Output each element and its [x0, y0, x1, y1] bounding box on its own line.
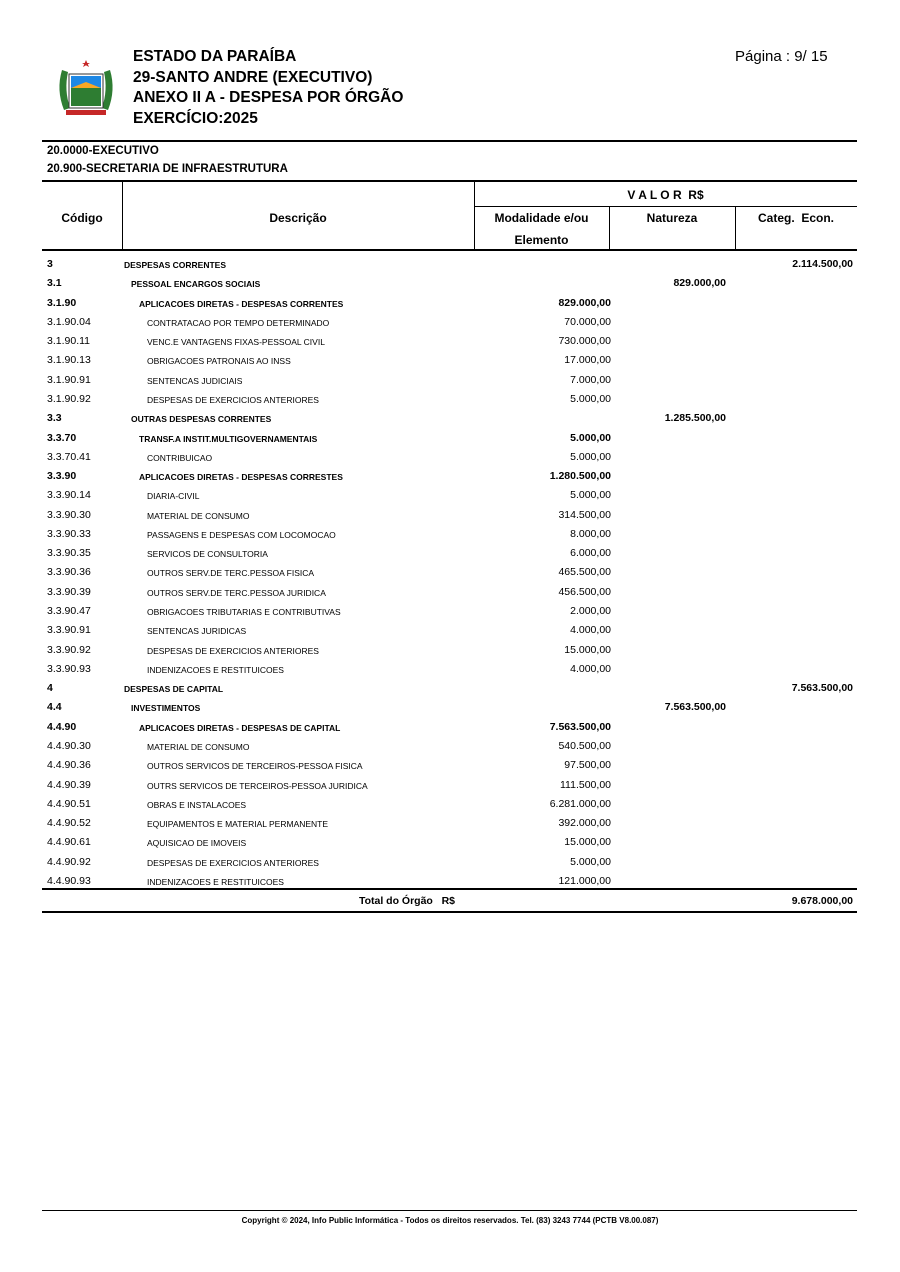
table-row	[42, 833, 857, 852]
row-code: 3.3.90.30	[47, 508, 91, 521]
fiscal-year: EXERCÍCIO:2025	[133, 109, 258, 127]
table-row	[42, 737, 857, 756]
row-code: 4.4.90.92	[47, 855, 91, 868]
row-value-mod: 465.500,00	[558, 566, 611, 579]
table-row	[42, 351, 857, 370]
row-description: SENTENCAS JUDICIAIS	[147, 375, 243, 386]
table-row	[42, 679, 857, 698]
row-value-mod: 5.000,00	[570, 489, 611, 502]
row-value-mod: 540.500,00	[558, 740, 611, 752]
row-description: OUTROS SERV.DE TERC.PESSOA FISICA	[147, 568, 315, 579]
row-value-mod: 97.500,00	[564, 759, 611, 772]
row-value-nat: 1.285.500,00	[664, 412, 726, 425]
row-code: 3.3.90.39	[47, 585, 91, 598]
annex-title: ANEXO II A - DESPESA POR ÓRGÃO	[133, 89, 404, 106]
row-value-nat: 7.563.500,00	[664, 701, 726, 714]
row-value-mod: 5.000,00	[570, 855, 611, 868]
row-value-mod: 6.281.000,00	[549, 797, 611, 810]
row-value-mod: 5.000,00	[570, 450, 611, 463]
total-label: Total do Órgão R$	[358, 895, 455, 907]
entity-name: 29-SANTO ANDRE (EXECUTIVO)	[133, 68, 373, 86]
row-description: CONTRATACAO POR TEMPO DETERMINADO	[147, 317, 330, 328]
divider	[42, 888, 857, 890]
row-code: 3.1.90.11	[47, 335, 91, 348]
row-code: 3.1.90.13	[47, 354, 91, 367]
table-row	[42, 853, 857, 872]
divider	[42, 1210, 857, 1211]
state-name: ESTADO DA PARAÍBA	[133, 48, 297, 65]
divider	[42, 140, 857, 142]
table-row	[42, 448, 857, 467]
row-value-mod: 15.000,00	[564, 836, 611, 849]
row-code: 3.3.90.93	[47, 662, 91, 675]
row-description: MATERIAL DE CONSUMO	[147, 510, 250, 521]
table-row	[42, 563, 857, 582]
table-row	[42, 274, 857, 293]
row-description: MATERIAL DE CONSUMO	[147, 742, 250, 752]
table-row	[42, 294, 857, 313]
row-value-mod: 392.000,00	[558, 817, 611, 830]
row-value-mod: 5.000,00	[570, 392, 611, 405]
row-value-cat: 7.563.500,00	[791, 682, 853, 695]
header-natureza: Natureza	[646, 211, 698, 225]
header-categ: Categ. Econ.	[757, 211, 834, 225]
table-row	[42, 332, 857, 351]
table-row	[42, 467, 857, 486]
row-description: DIARIA-CIVIL	[147, 491, 200, 502]
row-code: 3.3.90.35	[47, 547, 91, 560]
row-code: 3.3.90.36	[47, 566, 91, 579]
header-valor: V A L O R R$	[627, 188, 704, 202]
row-code: 4.4.90.36	[47, 759, 91, 772]
row-code: 3.3.90.33	[47, 527, 91, 540]
row-description: INDENIZACOES E RESTITUICOES	[147, 664, 284, 675]
table-row	[42, 776, 857, 795]
divider	[42, 249, 857, 251]
row-code: 3.3	[47, 412, 62, 425]
table-row	[42, 641, 857, 660]
table-row	[42, 525, 857, 544]
row-description: TRANSF.A INSTIT.MULTIGOVERNAMENTAIS	[139, 433, 318, 444]
row-code: 4.4.90.93	[47, 874, 91, 887]
header-elemento: Elemento	[514, 233, 569, 247]
row-description: INDENIZACOES E RESTITUICOES	[147, 876, 284, 887]
table-row	[42, 409, 857, 428]
row-code: 3.1.90.04	[47, 315, 91, 328]
row-value-nat: 829.000,00	[673, 277, 726, 290]
row-value-mod: 70.000,00	[564, 315, 611, 328]
row-description: PESSOAL ENCARGOS SOCIAIS	[131, 279, 261, 290]
copyright-footer: Copyright © 2024, Info Public Informática - Todos os direitos reservados. Tel. (83) 3243 7744 (PCTB V8.00.087)	[241, 1216, 659, 1225]
table-row	[42, 583, 857, 602]
row-value-mod: 730.000,00	[558, 335, 611, 348]
row-description: OBRAS E INSTALACOES	[147, 799, 247, 810]
row-code: 3.3.90.91	[47, 624, 91, 637]
table-row	[42, 698, 857, 717]
row-value-mod: 121.000,00	[558, 874, 611, 887]
row-code: 4	[47, 682, 53, 695]
row-code: 3.1	[47, 277, 62, 290]
row-description: CONTRIBUICAO	[147, 452, 213, 463]
row-description: DESPESAS DE EXERCICIOS ANTERIORES	[147, 857, 319, 868]
row-value-mod: 456.500,00	[558, 585, 611, 598]
row-description: APLICACOES DIRETAS - DESPESAS DE CAPITAL	[139, 722, 341, 733]
row-description: SERVICOS DE CONSULTORIA	[147, 549, 268, 560]
table-row	[42, 506, 857, 525]
row-value-mod: 7.563.500,00	[549, 720, 611, 733]
table-row	[42, 313, 857, 332]
row-code: 3.3.90.47	[47, 605, 91, 618]
row-value-mod: 1.280.500,00	[549, 470, 611, 483]
row-value-mod: 5.000,00	[570, 431, 611, 444]
table-row	[42, 429, 857, 448]
row-value-mod: 17.000,00	[564, 354, 611, 367]
row-code: 4.4.90.30	[47, 740, 91, 752]
row-code: 3.3.90.14	[47, 489, 91, 502]
report-title	[133, 47, 403, 129]
row-value-mod: 829.000,00	[558, 296, 611, 309]
row-value-mod: 4.000,00	[570, 624, 611, 637]
row-code: 3	[47, 258, 53, 270]
row-description: OBRIGACOES TRIBUTARIAS E CONTRIBUTIVAS	[147, 607, 341, 618]
row-value-mod: 15.000,00	[564, 643, 611, 656]
row-description: DESPESAS DE EXERCICIOS ANTERIORES	[147, 645, 319, 656]
header-descricao: Descrição	[269, 211, 327, 225]
coat-of-arms-logo	[56, 60, 116, 118]
table-row	[42, 660, 857, 679]
row-description: AQUISICAO DE IMOVEIS	[147, 838, 247, 849]
row-description: OUTROS SERV.DE TERC.PESSOA JURIDICA	[147, 587, 326, 598]
row-description: OBRIGACOES PATRONAIS AO INSS	[147, 356, 291, 367]
row-description: OUTRS SERVICOS DE TERCEIROS-PESSOA JURIDICA	[147, 780, 368, 791]
row-description: APLICACOES DIRETAS - DESPESAS CORRESTES	[139, 472, 343, 483]
row-value-mod: 111.500,00	[560, 778, 611, 791]
row-code: 3.1.90.92	[47, 392, 91, 405]
table-row	[42, 390, 857, 409]
row-description: EQUIPAMENTOS E MATERIAL PERMANENTE	[147, 819, 329, 830]
page-number: Página : 9/ 15	[735, 48, 828, 65]
divider	[42, 180, 857, 182]
table-row	[42, 255, 857, 274]
row-description: SENTENCAS JURIDICAS	[147, 626, 247, 637]
table-row	[42, 544, 857, 563]
table-row	[42, 602, 857, 621]
row-value-mod: 4.000,00	[570, 662, 611, 675]
row-code: 3.3.70	[47, 431, 77, 444]
row-value-mod: 6.000,00	[570, 547, 611, 560]
row-description: VENC.E VANTAGENS FIXAS-PESSOAL CIVIL	[147, 337, 325, 348]
table-row	[42, 795, 857, 814]
table-row	[42, 756, 857, 775]
row-code: 4.4.90.52	[47, 817, 91, 830]
row-description: APLICACOES DIRETAS - DESPESAS CORRENTES	[139, 298, 344, 309]
row-description: OUTRAS DESPESAS CORRENTES	[131, 414, 272, 425]
row-value-mod: 314.500,00	[558, 508, 611, 521]
row-value-mod: 2.000,00	[570, 605, 611, 618]
divider	[474, 206, 857, 207]
table-row	[42, 814, 857, 833]
table-row	[42, 718, 857, 737]
row-value-mod: 8.000,00	[570, 527, 611, 540]
row-code: 3.1.90.91	[47, 373, 91, 386]
row-value-mod: 7.000,00	[570, 373, 611, 386]
row-description: DESPESAS DE EXERCICIOS ANTERIORES	[147, 394, 319, 405]
row-code: 3.3.90	[47, 470, 77, 483]
row-code: 4.4.90	[47, 720, 77, 733]
row-description: DESPESAS DE CAPITAL	[124, 684, 224, 695]
row-code: 3.1.90	[47, 296, 77, 309]
table-row	[42, 371, 857, 390]
row-code: 4.4.90.61	[47, 836, 91, 849]
row-code: 4.4.90.51	[47, 797, 91, 810]
divider	[42, 911, 857, 913]
total-value: 9.678.000,00	[791, 895, 853, 907]
header-codigo: Código	[61, 211, 103, 225]
row-description: OUTROS SERVICOS DE TERCEIROS-PESSOA FISICA	[147, 761, 363, 772]
org-subunit: 20.900-SECRETARIA DE INFRAESTRUTURA	[47, 163, 288, 175]
row-code: 3.3.90.92	[47, 643, 91, 656]
row-description: DESPESAS CORRENTES	[124, 260, 227, 270]
table-row	[42, 486, 857, 505]
org-unit: 20.0000-EXECUTIVO	[47, 145, 159, 157]
row-code: 3.3.70.41	[47, 450, 91, 463]
row-code: 4.4	[47, 701, 62, 714]
table-row	[42, 621, 857, 640]
row-description: PASSAGENS E DESPESAS COM LOCOMOCAO	[147, 529, 336, 540]
row-description: INVESTIMENTOS	[131, 703, 201, 714]
header-modalidade: Modalidade e/ou	[494, 211, 589, 225]
row-value-cat: 2.114.500,00	[792, 258, 853, 270]
row-code: 4.4.90.39	[47, 778, 91, 791]
